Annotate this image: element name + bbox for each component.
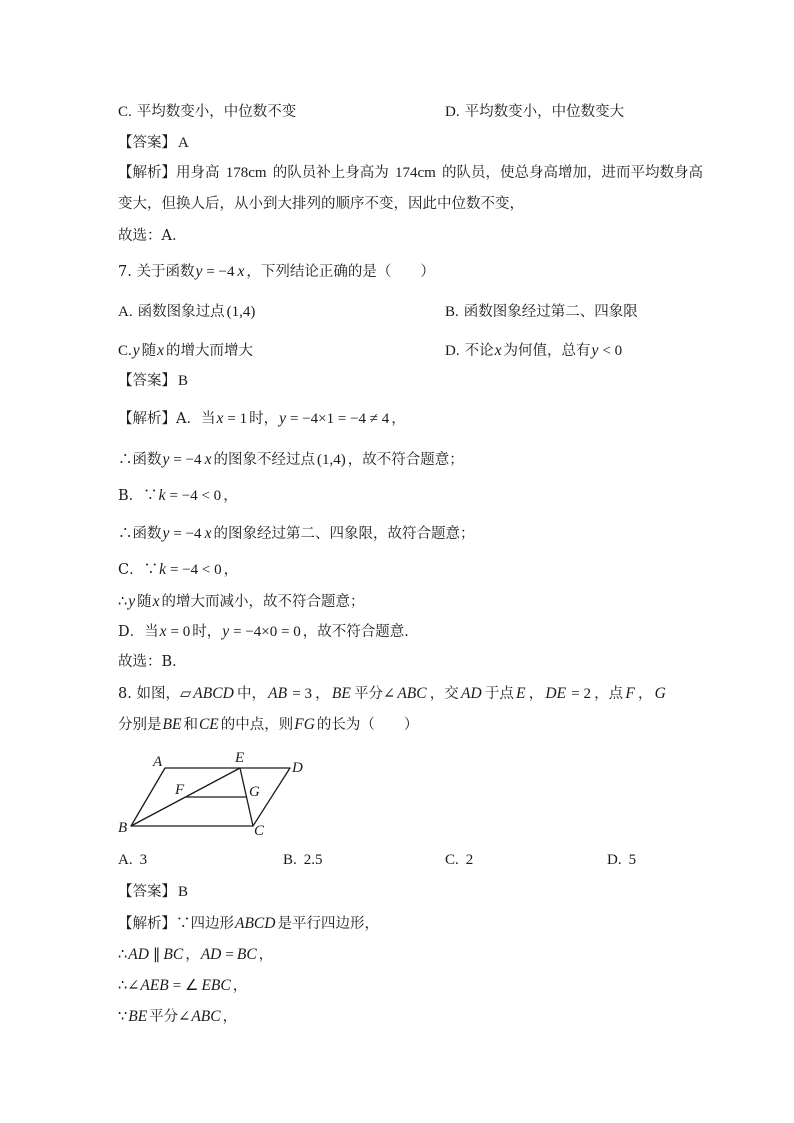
text-run: ， [528,686,544,702]
math-var: BE [128,1008,148,1025]
math-expr: < 0 [602,343,623,359]
q6-option-c [118,102,296,122]
math-expr: = −4 < 0 [170,562,222,578]
text-run: 的队员，使总身高增加，进而平均数身高 [441,165,703,181]
text-run: 随 [141,343,157,359]
math-var: x [204,451,212,468]
option-label: D. [445,343,460,359]
text-run: 的图象不经过点 [213,452,315,468]
math-expr: = −4×1 = −4 ≠ 4 [289,411,390,427]
text-run: ∴函数 [118,526,162,542]
answer-value: B [178,373,189,389]
q8-analysis-line-4 [118,1007,237,1027]
q6-choice [118,226,186,246]
math-expr: = −4×0 = 0 [233,624,301,640]
text-run: ∴ [118,594,128,610]
q7-choice [118,652,187,672]
text-run: 平分∠ [149,1009,191,1025]
text-run: ， [258,947,274,963]
math-var: k [158,487,166,504]
option-label: C. [118,104,132,120]
text-run: 变大，但换人后，从小到大排列的顺序不变，因此中位数不变， [118,196,524,212]
q8-answer [118,882,190,902]
answer-value: A [178,135,189,151]
math-var: EBC [201,977,231,994]
option-value: 5 [628,852,637,868]
option-label: B. [283,852,297,868]
text-run: 的增大而增大 [166,343,254,359]
text-run: 故选：A． [118,228,187,244]
text-run: 的增大而减小，故不符合题意； [161,594,365,610]
math-var: y [591,342,599,359]
text-run: 分别是 [118,717,162,733]
math-var: BC [236,946,257,963]
math-var: y [162,525,170,542]
text-run: D．当 [118,624,159,640]
math-expr: (1,4) [316,452,346,468]
text-run: 于点 [484,686,514,702]
math-var: BC [163,946,184,963]
math-var: x [152,593,160,610]
text-run: 中， [236,686,266,702]
q6-answer [118,133,191,153]
math-expr: = 0 [170,624,191,640]
q7-answer [118,371,190,391]
label-g: G [249,784,260,800]
math-expr: = −4 [173,526,202,542]
label-d: D [292,760,303,776]
math-expr: = −4 [206,264,235,280]
math-expr: = −4 < 0 [169,488,222,504]
text-run: ， [315,686,330,702]
text-run: ，故不符合题意； [347,452,464,468]
text-run: ， [223,562,239,578]
q8-option-d [607,850,638,870]
q7-option-c [118,341,253,361]
math-expr: = 3 [292,686,312,702]
q7-option-a [118,302,257,322]
math-expr: 178cm [225,165,267,181]
math-var: BE [331,685,351,702]
math-var: AD [128,946,149,963]
option-label: D. [445,104,460,120]
q7-analysis-line-3 [118,486,238,506]
text-run: 的图象经过第二、四象限，故符合题意； [213,526,475,542]
text-run: ， [185,947,200,963]
text-run: ∴ [118,947,128,963]
q6-analysis-line-1 [118,163,703,183]
math-var: x [216,410,224,427]
math-expr: = −4 [173,452,202,468]
math-expr: = ∠ [172,978,199,994]
text-run: 是平行四边形， [277,916,379,932]
q7-stem [118,262,435,282]
q8-option-c [445,850,475,870]
answer-label: 【答案】 [118,373,176,389]
text-run: 故选：B． [118,654,187,670]
analysis-label: 【解析】 [118,411,176,427]
option-label: B. [445,304,459,320]
math-var: x [159,623,167,640]
answer-label: 【答案】 [118,135,176,151]
label-b: B [118,820,128,836]
label-c: C [254,823,265,839]
q8-stem-line-2 [118,715,418,735]
q8-option-b [283,850,325,870]
q8-analysis-line-3 [118,976,247,996]
label-e: E [235,750,245,766]
text-run: C．∵ [118,562,159,578]
math-var: G [654,685,666,702]
parallelogram-figure [115,748,305,840]
text-run: ，下列结论正确的是（ ） [246,264,435,280]
text-run: 时， [192,624,222,640]
math-var: y [222,623,230,640]
math-expr: 174cm [394,165,436,181]
label-f: F [175,782,185,798]
math-var: DE [545,685,567,702]
math-var: ABC [191,1008,221,1025]
math-expr: = 2 [571,686,591,702]
text-run: 为何值，总有 [503,343,591,359]
text-run: 函数图象经过第二、四象限 [463,304,638,320]
math-var: x [157,342,165,359]
option-text: 平均数变小，中位数不变 [136,104,297,120]
text-run: 随 [137,594,152,610]
q8-stem-line-1 [118,684,668,704]
answer-value: B [178,884,189,900]
math-expr: ∥ [152,947,161,963]
q7-analysis-line-6 [118,592,365,612]
math-var: CE [198,716,219,733]
q7-analysis-line-5 [118,560,238,580]
text-run: ∵四边形 [176,916,234,932]
text-run: B．∵ [118,488,158,504]
math-var: y [195,263,203,280]
text-run: 的中点，则 [220,717,294,733]
math-var: y [162,451,170,468]
option-label: C. [118,343,132,359]
option-label: D. [607,852,622,868]
text-run: 的长为（ ） [316,717,419,733]
text-run: 和 [183,717,198,733]
q7-option-d [445,341,624,361]
math-var: F [625,685,635,702]
math-var: x [204,525,212,542]
text-run: ∵ [118,1009,128,1025]
q6-analysis-line-2 [118,194,524,214]
math-var: ABC [397,685,427,702]
text-run: ∴∠ [118,978,140,994]
option-value: 3 [139,852,148,868]
option-label: C. [445,852,459,868]
q8-option-a [118,850,149,870]
analysis-label: 【解析】 [118,165,176,181]
text-run: ， [391,411,406,427]
math-var: y [132,342,140,359]
text-run: ， [232,978,248,994]
text-run: 7. 关于函数 [118,264,195,280]
math-expr: (1,4) [226,304,256,320]
option-label: A. [118,852,133,868]
math-var: y [279,410,286,427]
option-value: 2.5 [303,852,323,868]
math-var: AD [200,946,222,963]
math-var: AEB [140,977,169,994]
q8-analysis-line-2 [118,945,273,965]
text-run: ，点 [594,686,624,702]
math-var: x [494,342,502,359]
text-run: ，交 [429,686,459,702]
text-run: 8. 如图，▱ [118,686,192,702]
q7-analysis-line-7 [118,622,419,642]
option-label: A. [118,304,133,320]
label-a: A [153,754,163,770]
math-var: E [516,685,526,702]
text-run: ， [222,1009,238,1025]
math-expr: = 1 [227,411,248,427]
math-var: FG [294,716,315,733]
math-var: AB [268,685,288,702]
math-expr: = [225,947,234,963]
text-run: 的队员补上身高为 [272,165,389,181]
math-var: ABCD [235,915,276,932]
math-var: x [237,263,245,280]
q8-analysis-line-1 [118,914,379,934]
text-run: 不论 [464,343,494,359]
option-text: 平均数变小，中位数变大 [464,104,625,120]
answer-label: 【答案】 [118,884,176,900]
text-run: ，故不符合题意． [302,624,419,640]
math-var: k [159,561,166,578]
math-var: ABCD [193,685,234,702]
text-run: 用身高 [176,165,220,181]
text-run: ， [223,488,238,504]
q7-analysis-line-4 [118,524,474,544]
text-run: 平分∠ [353,686,396,702]
analysis-lead [118,163,220,183]
q7-analysis-line-1 [118,409,406,429]
math-var: BE [162,716,182,733]
analysis-label: 【解析】 [118,916,176,932]
text-run: 时， [249,411,279,427]
q7-analysis-line-2 [118,450,464,470]
q7-option-b [445,302,638,322]
text-run: A．当 [176,411,216,427]
text-run: ， [637,686,653,702]
text-run: 函数图象过点 [137,304,225,320]
math-var: y [128,593,136,610]
q6-option-d [445,102,624,122]
text-run: ∴函数 [118,452,162,468]
option-value: 2 [465,852,474,868]
math-var: AD [460,685,482,702]
